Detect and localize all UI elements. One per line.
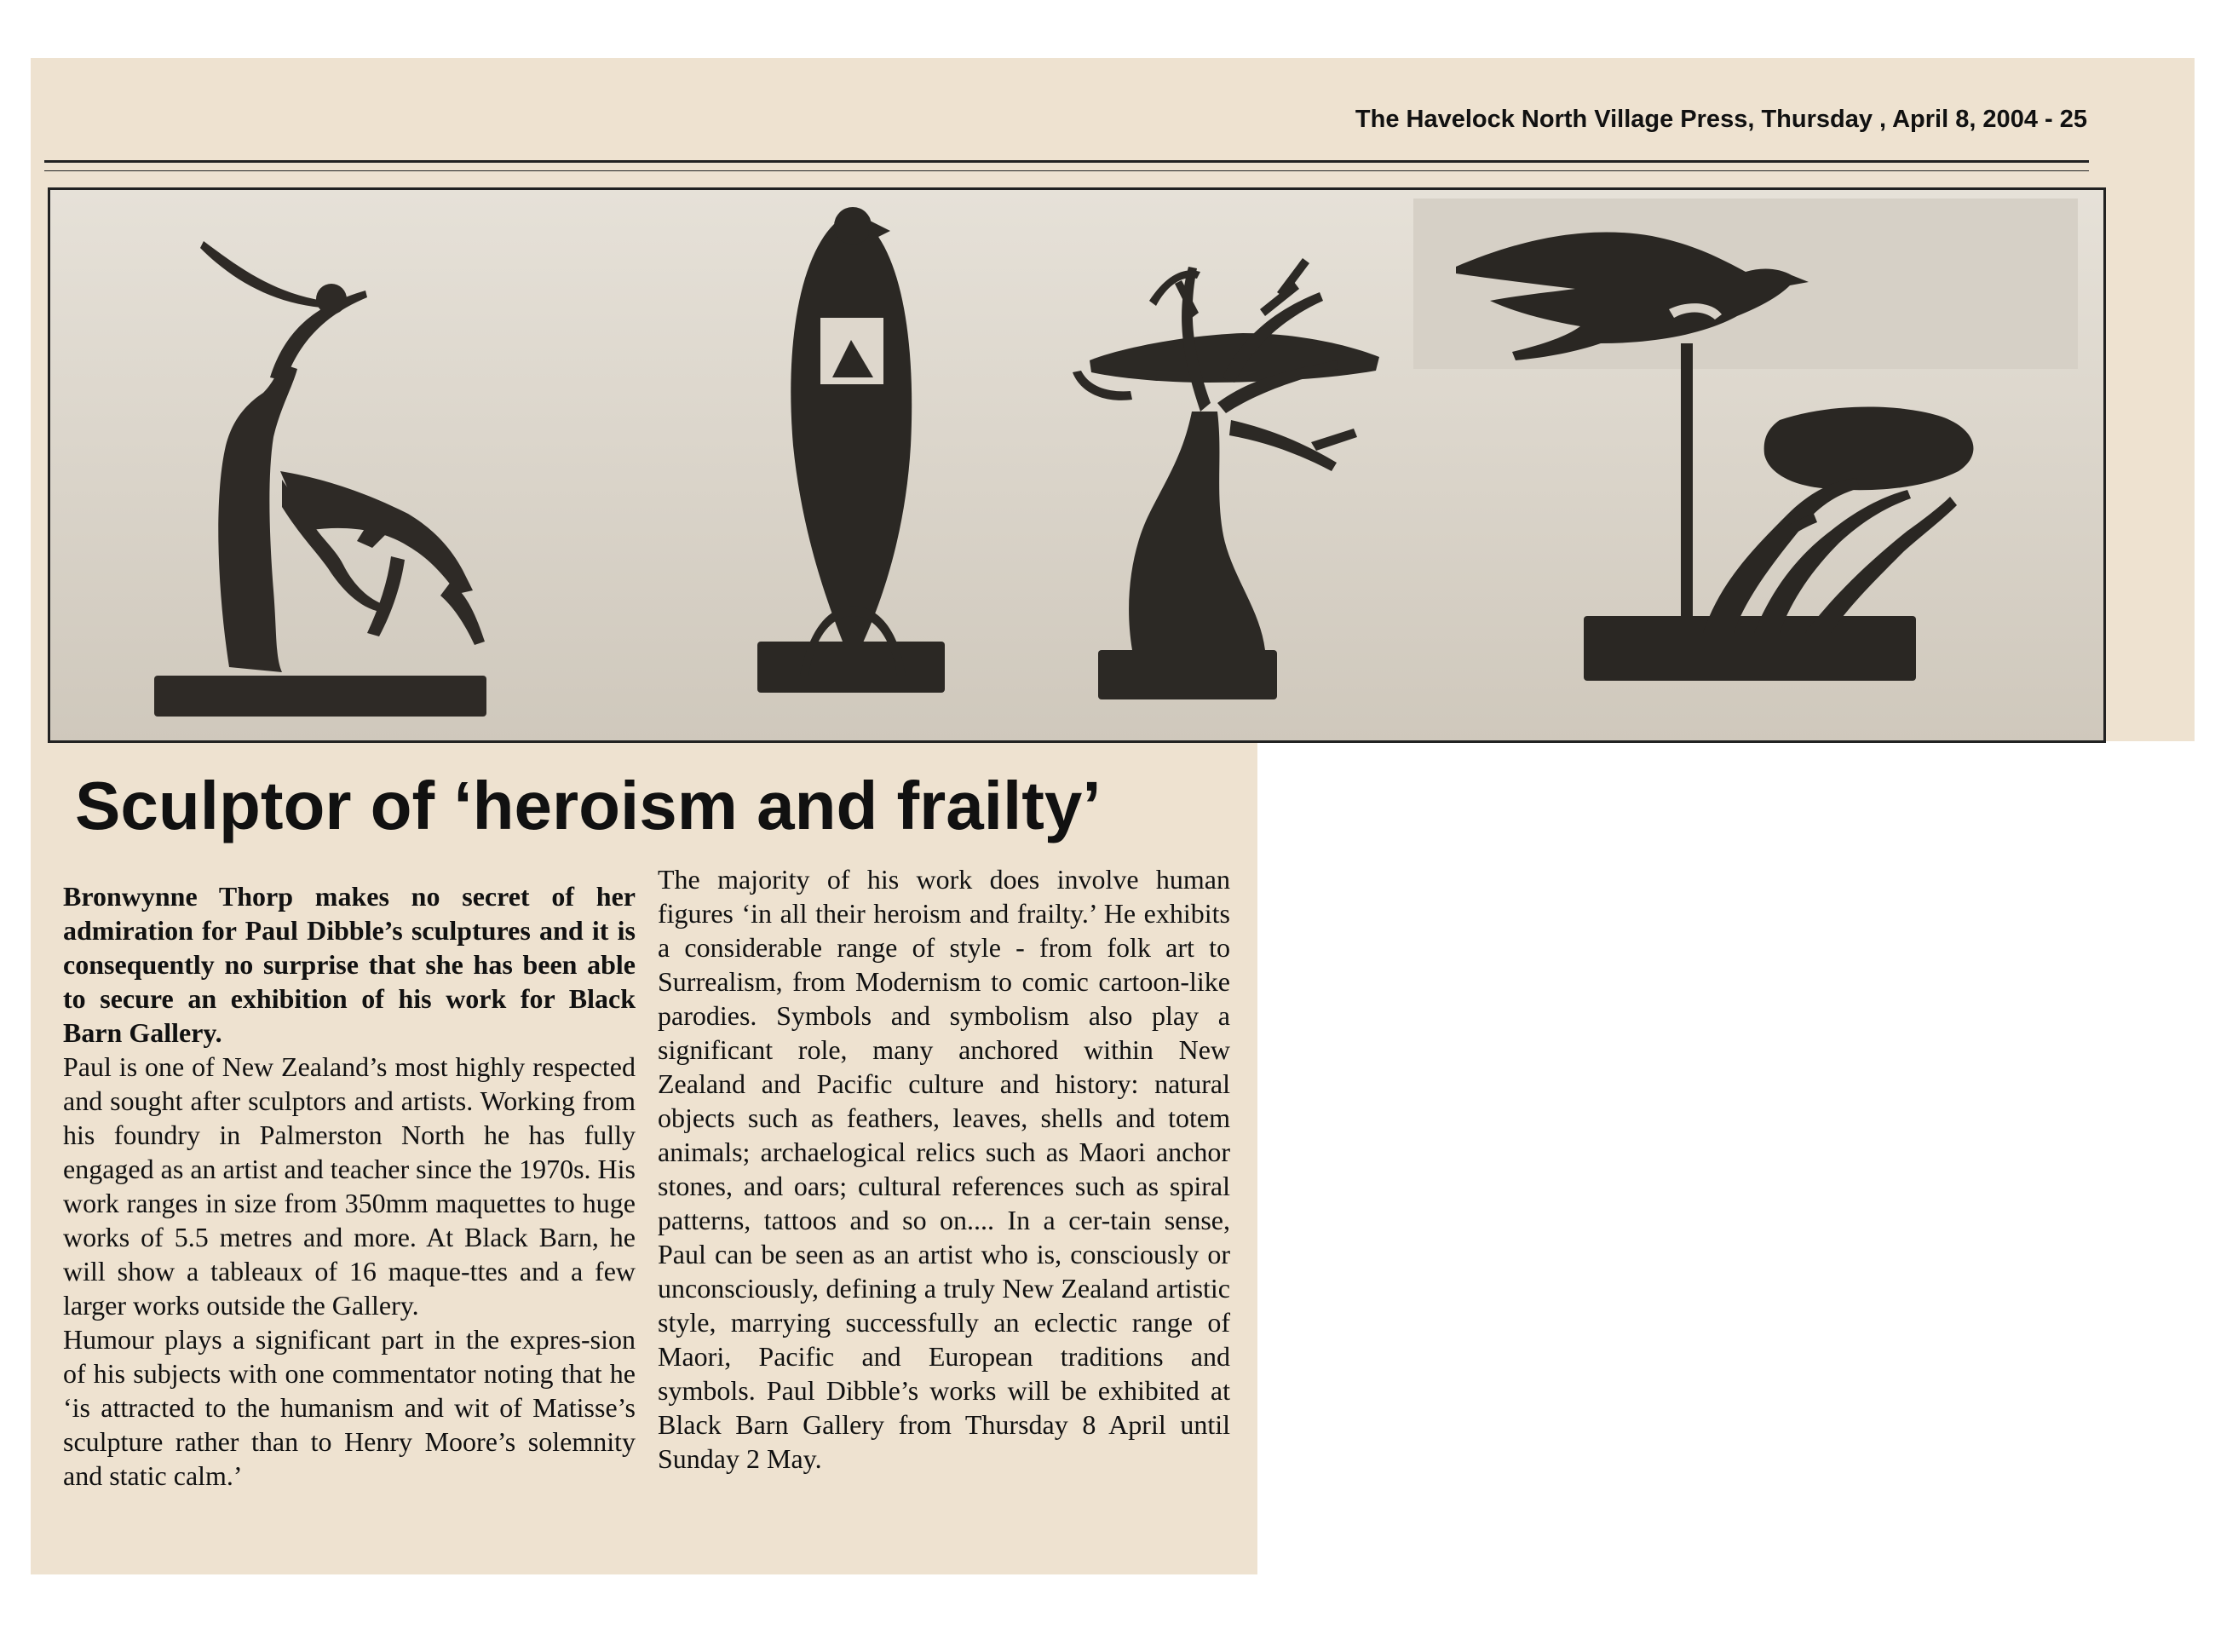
article-column-right <box>658 862 1230 1476</box>
article-lede: Bronwynne Thorp makes no secret of her admiration for Paul Dibble’s sculptures and it is consequently no surprise that she has been able to secure an exhibition of his work for Black Barn Gallery. <box>63 881 636 1048</box>
sculpture-photo-graphic <box>50 190 2106 743</box>
article-column-left <box>63 879 636 1493</box>
masthead-date: Thursday , April 8, 2004 <box>1761 106 2038 133</box>
masthead-page: - 25 <box>2045 106 2087 133</box>
article-paragraph: The majority of his work does involve human figures ‘in all their heroism and frailty.’ He exhibits a considerable range of style - from folk art to Surrealism, from Modernism to comic cartoon-like parodies. Symbols and symbolism also play a significant role, many anchored within New Zealand and Pacific culture and history: natural objects such as feathers, leaves, shells and totem animals; archaelogical relics such as Maori anchor stones, and oars; cultural references such as spiral patterns, tattoos and so on.... In a cer-tain sense, Paul can be seen as an artist who is, consciously or unconsciously, defining a truly New Zealand artistic style, marrying successfully an eclectic range of Maori, Pacific and European traditions and symbols. Paul Dibble’s works will be exhibited at Black Barn Gallery from Thursday 8 April until Sunday 2 May. <box>658 864 1230 1474</box>
masthead-paper: The Havelock North Village Press, <box>1355 106 1755 133</box>
masthead <box>1355 106 2087 134</box>
header-rule-thin <box>44 170 2089 171</box>
article-paragraph: Paul is one of New Zealand’s most highly respected and sought after sculptors and artists. Working from his foundry in Palmerston North he has fully engaged as an artist and teacher since the 1970s. His work ranges in size from 350mm maquettes to huge works of 5.5 metres and more. At Black Barn, he will show a tableaux of 16 maque-ttes and a few larger works outside the Gallery. <box>63 1051 636 1321</box>
sculpture-photo <box>48 187 2106 743</box>
headline: Sculptor of ‘heroism and frailty’ <box>75 768 1102 843</box>
article-paragraph: Humour plays a significant part in the expres-sion of his subjects with one commentator noting that he ‘is attracted to the humanism and wit of Matisse’s sculpture rather than to Henry Moore’s solemnity and static calm.’ <box>63 1324 636 1491</box>
header-rule <box>44 160 2089 163</box>
